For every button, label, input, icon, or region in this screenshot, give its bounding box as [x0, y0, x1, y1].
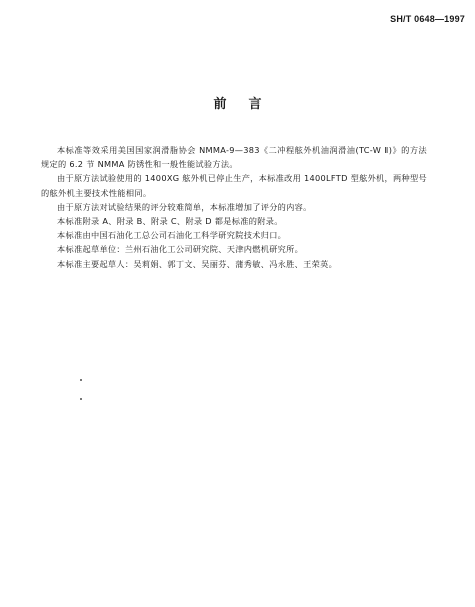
paragraph-scoring: 由于原方法对试验结果的评分较难简单，本标准增加了评分的内容。 [57, 201, 312, 212]
standard-number: SH/T 0648—1997 [390, 14, 465, 24]
paragraph-adoption: 本标准等效采用美国国家润滑脂协会 NMMA-9—383《二冲程舷外机油润滑油(TC-W Ⅱ)》的方法规定的 6.2 节 NMMA 防锈性和一般性能试验方法。 [41, 145, 427, 170]
paragraph-technical-management: 本标准由中国石油化工总公司石油化工科学研究院技术归口。 [57, 230, 287, 241]
margin-mark [80, 398, 82, 400]
paragraph-engine-change: 由于原方法试验使用的 1400XG 舷外机已停止生产，本标准改用 1400LFTD 型舷外机，两种型号的舷外机主要技术性能相同。 [41, 173, 427, 198]
margin-mark [80, 379, 82, 381]
paragraph-drafting-units: 本标准起草单位：兰州石油化工公司研究院、天津内燃机研究所。 [57, 244, 304, 255]
paragraph-drafters: 本标准主要起草人：吴莉娟、郭丁文、吴丽芬、蒲秀敏、冯永胜、王荣英。 [57, 258, 338, 269]
paragraph-appendices: 本标准附录 A、附录 B、附录 C、附录 D 都是标准的附录。 [57, 216, 283, 227]
foreword-body [41, 143, 427, 271]
page-title: 前言 [213, 97, 284, 112]
